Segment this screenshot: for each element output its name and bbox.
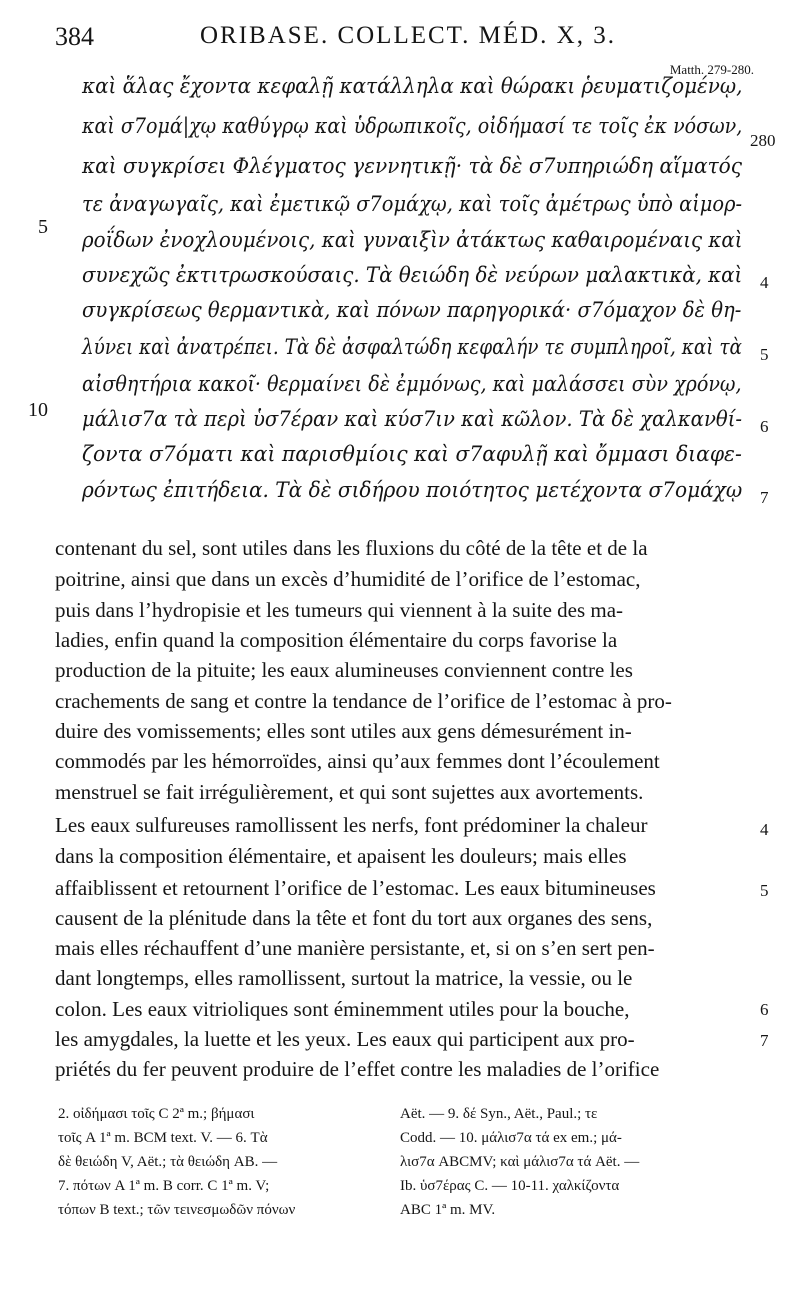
footnote-line: λισ7α ABCMV; καὶ μάλισ7α τά Aët. —	[400, 1154, 640, 1170]
french-line: Les eaux sulfureuses ramollissent les nerfs, font prédominer la chaleur	[55, 813, 648, 837]
greek-line: ρόντως ἐπιτήδεια. Τὰ δὲ σιδήρου ποιότητος μετέχοντα σ7ομάχῳ	[82, 478, 743, 503]
french-line: dans la composition élémentaire, et apaisent les douleurs; mais elles	[55, 844, 627, 868]
french-line: les amygdales, la luette et les yeux. Les eaux qui participent aux pro-	[55, 1027, 635, 1051]
footnote-line: Codd. — 10. μάλισ7α τά ex em.; μά-	[400, 1130, 622, 1146]
margin-section-number: 7	[760, 488, 769, 507]
french-line: affaiblissent et retournent l’orifice de l’estomac. Les eaux bitumineuses	[55, 876, 656, 900]
footnote-line: 7. πότων A 1ª m. B corr. C 1ª m. V;	[58, 1178, 270, 1194]
page-number: 384	[55, 22, 94, 51]
line-number: 10	[28, 399, 48, 421]
footnote-line: ABC 1ª m. MV.	[400, 1202, 496, 1218]
greek-line: ροΐδων ἐνοχλουμένοις, καὶ γυναιξὶν ἀτάκτως καθαιρομέναις καὶ	[82, 228, 743, 253]
line-number: 5	[38, 216, 48, 238]
margin-section-number: 7	[760, 1031, 769, 1050]
margin-section-number: 5	[760, 345, 769, 364]
footnote-line: Aët. — 9. δέ Syn., Aët., Paul.; τε	[400, 1106, 598, 1122]
footnote-line: 2. οἰδήμασι τοῖς C 2ª m.; βήμασι	[58, 1106, 255, 1122]
greek-line: συνεχῶς ἐκτιτρωσκούσαις. Τὰ θειώδη δὲ νεύρων μαλακτικὰ, καὶ	[82, 263, 743, 288]
french-line: contenant du sel, sont utiles dans les fluxions du côté de la tête et de la	[55, 536, 648, 560]
greek-line: μάλισ7α τὰ περὶ ὑσ7έραν καὶ κύσ7ιν καὶ κῶλον. Τὰ δὲ χαλκανθί-	[82, 407, 743, 432]
french-line: causent de la plénitude dans la tête et font du tort aux organes des sens,	[55, 906, 653, 930]
french-line: puis dans l’hydropisie et les tumeurs qui viennent à la suite des ma-	[55, 598, 624, 622]
greek-line: λύνει καὶ ἀνατρέπει. Τὰ δὲ ἀσφαλτώδη κεφαλήν τε συμπληροῖ, καὶ τὰ	[82, 335, 742, 360]
margin-section-number: 6	[760, 1000, 769, 1019]
margin-section-number: 4	[760, 273, 769, 292]
greek-line: ζοντα σ7όματι καὶ παρισθμίοις καὶ σ7αφυλῇ καὶ ὄμμασι διαφε-	[82, 442, 742, 467]
footnotes	[0, 1100, 800, 1250]
running-title: ORIBASE. COLLECT. MÉD. X, 3.	[200, 22, 616, 49]
french-line: mais elles réchauffent d’une manière persistante, et, si on s’en sert pen-	[55, 936, 655, 960]
greek-line: συγκρίσεως θερμαντικὰ, καὶ πόνων παρηγορικά· σ7όμαχον δὲ θη-	[82, 298, 742, 323]
footnote-line: τοῖς A 1ª m. BCM text. V. — 6. Τὰ	[58, 1130, 268, 1146]
greek-line: καὶ ἅλας ἔχοντα κεφαλῇ κατάλληλα καὶ θώρακι ῥευματιζομένῳ,	[82, 74, 743, 99]
greek-line: καὶ συγκρίσει Φλέγματος γεννητικῇ· τὰ δὲ σ7υπηριώδη αἵματός	[82, 154, 743, 179]
french-line: ladies, enfin quand la composition élémentaire du corps favorise la	[55, 628, 618, 652]
french-line: colon. Les eaux vitrioliques sont éminemment utiles pour la bouche,	[55, 997, 630, 1021]
page-header	[55, 22, 755, 58]
margin-page-reference: 280	[750, 131, 776, 150]
greek-line: τε ἀναγωγαῖς, καὶ ἐμετικῷ σ7ομάχῳ, καὶ τοῖς ἀμέτρως ὑπὸ αἱμορ-	[82, 192, 743, 217]
footnote-line: δὲ θειώδη V, Aët.; τὰ θειώδη AB. —	[58, 1154, 278, 1170]
margin-section-number: 5	[760, 881, 769, 900]
french-line: production de la pituite; les eaux alumineuses conviennent contre les	[55, 658, 633, 682]
french-line: menstruel se fait irrégulièrement, et qui sont sujettes aux avortements.	[55, 780, 644, 804]
margin-section-number: 4	[760, 820, 769, 839]
footnote-line: τόπων B text.; τῶν τεινεσμωδῶν πόνων	[58, 1202, 296, 1218]
matthaei-reference: Matth. 279-280.	[669, 62, 754, 77]
footnote-line: Ib. ὑσ7έρας C. — 10-11. χαλκίζοντα	[400, 1178, 620, 1194]
greek-line: καὶ σ7ομά|χῳ καθύγρῳ καὶ ὑδρωπικοῖς, οἰδήμασί τε τοῖς ἐκ νόσων,	[82, 114, 743, 139]
french-line: dant longtemps, elles ramollissent, surtout la matrice, la vessie, ou le	[55, 966, 633, 990]
french-line: duire des vomissements; elles sont utiles aux gens démesurément in-	[55, 719, 632, 743]
french-line: priétés du fer peuvent produire de l’effet contre les maladies de l’orifice	[55, 1057, 660, 1081]
french-line: crachements de sang et contre la tendance de l’orifice de l’estomac à pro-	[55, 689, 672, 713]
margin-section-number: 6	[760, 417, 769, 436]
greek-line: αἰσθητήρια κακοῖ· θερμαίνει δὲ ἐμμόνως, καὶ μαλάσσει σὺν χρόνῳ,	[82, 372, 742, 397]
french-line: commodés par les hémorroïdes, ainsi qu’aux femmes dont l’écoulement	[55, 749, 660, 773]
french-line: poitrine, ainsi que dans un excès d’humidité de l’orifice de l’estomac,	[55, 567, 641, 591]
